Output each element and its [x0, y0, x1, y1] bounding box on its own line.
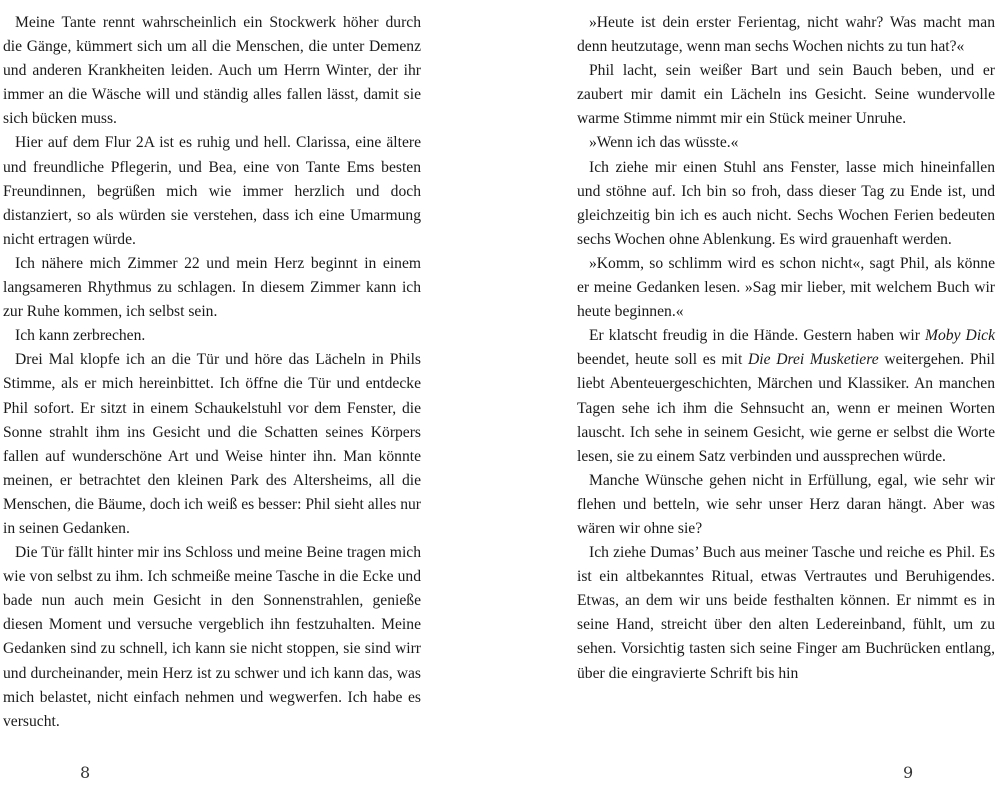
paragraph: Phil lacht, sein weißer Bart und sein Bauch beben, und er zaubert mir damit ein Lächeln ins Gesicht. Seine wundervolle warme Stimme nimmt mir ein Stück meiner Unruhe.	[577, 62, 995, 128]
paragraph: Meine Tante rennt wahrscheinlich ein Stockwerk höher durch die Gänge, kümmert sich um all die Menschen, die unter Demenz und anderen Krankheiten leiden. Auch um Herrn Winter, der ihr immer an die Wäsche will und ständig alles fallen lässt, damit sie sich bücken muss.	[3, 14, 421, 128]
paragraph: Hier auf dem Flur 2A ist es ruhig und hell. Clarissa, eine ältere und freundliche Pflegerin, und Bea, eine von Tante Ems besten Freundinnen, begrüßen mich wie immer herzlich und doch distanziert, so als würden sie verstehen, dass ich eine Umarmung nicht ertragen würde.	[3, 134, 421, 248]
paragraph: »Heute ist dein erster Ferientag, nicht wahr? Was macht man denn heutzutage, wenn man sechs Wochen nichts zu tun hat?«	[577, 14, 995, 56]
book-title-drei-musketiere: Die Drei Musketiere	[748, 351, 879, 369]
paragraph: Ich ziehe mir einen Stuhl ans Fenster, lasse mich hineinfallen und stöhne auf. Ich bin so froh, dass dieser Tag zu Ende ist, und gleichzeitig bin ich es auch nicht. Sechs Wochen Ferien bedeuten sechs Wochen ohne Ablenkung. Es wird grauenhaft werden.	[577, 158, 995, 248]
paragraph: Ich ziehe Dumas’ Buch aus meiner Tasche und reiche es Phil. Es ist ein altbekanntes Ritual, etwas Vertrautes und Beruhigendes. Etwas, an dem wir uns beide festhalten können. Er nimmt es in seine Hand, streicht über den alten Ledereinband, fühlt, um zu sehen. Vorsichtig tasten sich seine Finger am Buchrücken entlang, über die eingravierte Schrift bis hin	[577, 544, 995, 682]
paragraph-text: Er klatscht freudig in die Hände. Gestern haben wir	[589, 327, 925, 345]
page-number-left: 8	[80, 763, 91, 782]
paragraph: Drei Mal klopfe ich an die Tür und höre das Lächeln in Phils Stimme, als er mich hereinbittet. Ich öffne die Tür und entdecke Phil sofort. Er sitzt in einem Schaukelstuhl vor dem Fenster, die Sonne strahlt ihm ins Gesicht und die Schatten seines Körpers fallen auf wunderschöne Art und Weise hinter ihn. Man könnte meinen, er betrachtet den kleinen Park des Altersheims, all die Menschen, die Bäume, doch ich weiß es besser: Phil sieht alles nur in seinen Gedanken.	[3, 351, 421, 537]
paragraph: Ich kann zerbrechen.	[15, 327, 146, 345]
paragraph: Manche Wünsche gehen nicht in Erfüllung, egal, wie sehr wir flehen und betteln, wie sehr unser Herz daran hängt. Aber was wären wir ohne sie?	[577, 471, 995, 537]
paragraph: »Komm, so schlimm wird es schon nicht«, sagt Phil, als könne er meine Gedanken lesen. »Sag mir lieber, mit welchem Buch wir heute beginnen.«	[577, 254, 995, 321]
paragraph: Ich nähere mich Zimmer 22 und mein Herz beginnt in einem langsameren Rhythmus zu schlagen. In diesem Zimmer kann ich zur Ruhe kommen, ich selbst sein.	[3, 254, 421, 321]
left-page	[3, 11, 421, 734]
paragraph-text: beendet, heute soll es mit	[577, 351, 748, 369]
paragraph: Die Tür fällt hinter mir ins Schloss und meine Beine tragen mich wie von selbst zu ihm. Ich schmeiße meine Tasche in die Ecke und bade nun auch mein Gesicht in den Sonnenstrahlen, genieße diesen Moment und versuche vergeblich ihn festzuhalten. Meine Gedanken sind zu schnell, ich kann sie nicht stoppen, sie sind wirr und durcheinander, mein Herz ist zu schwer und ich kann das, was mich belastet, nicht einfach nehmen und wegwerfen. Ich habe es versucht.	[3, 544, 421, 730]
right-page	[577, 11, 995, 686]
paragraph	[577, 324, 995, 469]
paragraph-text: weitergehen. Phil liebt Abenteuergeschichten, Märchen und Klassiker. An manchen Tagen sehe ich ihm die Sehnsucht an, wenn er meinen Worten lauscht. Ich sehe in seinem Gesicht, wie gerne er selbst die Worte lesen, sie zu einem Satz verbinden und aussprechen würde.	[577, 351, 995, 465]
book-title-moby-dick: Moby Dick	[925, 327, 995, 345]
paragraph: »Wenn ich das wüsste.«	[589, 134, 739, 152]
page-number-right: 9	[903, 763, 914, 782]
